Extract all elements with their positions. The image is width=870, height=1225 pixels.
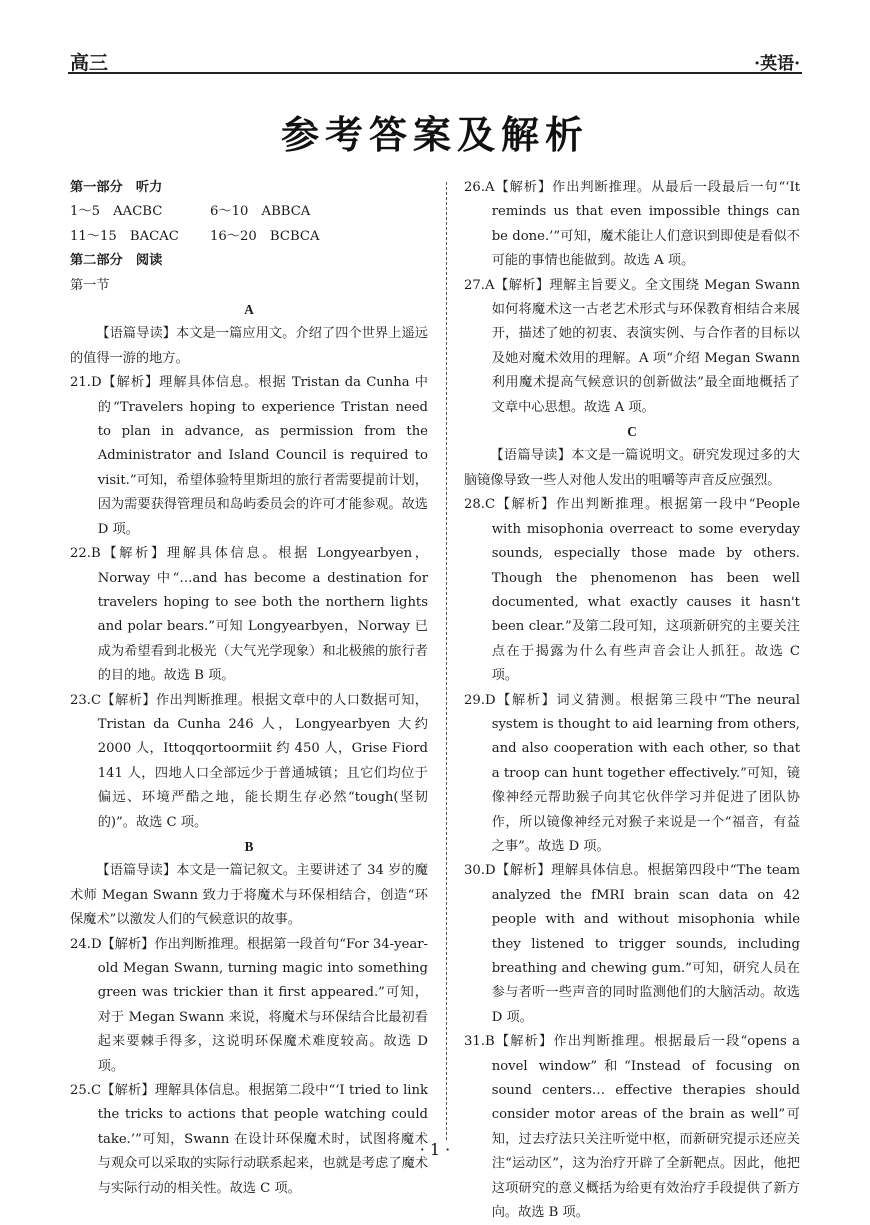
answer-range: 11～15 BACAC [70,228,179,244]
passage-b-intro: 【语篇导读】本文是一篇记叙文。主要讲述了 34 岁的魔术师 Megan Swann 致力于将魔术与环保相结合，创造“环保魔术”以激发人们的气候意识的故事。 [70,863,428,928]
answer-24: 24.D【解析】作出判断推理。根据第一段首句“For 34-year-old Megan Swann, turning magic into something green was trickier than it first appeared.”可知，对于 Megan Swann 来说，将魔术与环保结合比最初看起来要棘手得多，这说明环保魔术难度较高。故选 D 项。 [70,936,428,1074]
left-column [70,176,428,1201]
answer-22: 22.B【解析】理解具体信息。根据 Longyearbyen，Norway 中“…and has become a destination for travelers hoping to see both the northern lights and polar bears.”可知 Longyearbyen，Norway 已成为希望看到北极光（大气光学现象）和北极熊的旅行者的目的地。故选 B 项。 [70,546,428,684]
passage-c-heading: C [627,424,637,440]
subject-label: ·英语· [754,54,800,74]
part1-heading: 第一部分 听力 [70,180,163,195]
right-column [464,176,800,1225]
answer-30: 30.D【解析】理解具体信息。根据第四段中“The team analyzed the fMRI brain scan data on 42 people with and without misophonia while they listened to trigger sounds, including breathing and chewing gum.”可知，研究人员在参与者听一些声音的同时监测他们的大脑活动。故选 D 项。 [464,863,800,1025]
answer-26: 26.A【解析】作出判断推理。从最后一段最后一句“‘It reminds us that even impossible things can be done.’”可知，魔术能让人们意识到即使是看似不可能的事情也能做到。故选 A 项。 [464,180,800,269]
page-header [68,48,802,72]
header-rule [68,72,802,74]
answer-28: 28.C【解析】作出判断推理。根据第一段中“People with misophonia overreact to some everyday sounds, especially those made by others. Though the phenomenon has been well documented, what exactly causes it hasn't been clear.”及第二段可知，这项新研究的主要关注点在于揭露为什么有些声音会让人抓狂。故选 C 项。 [464,497,800,684]
column-divider [446,182,447,1140]
answer-23: 23.C【解析】作出判断推理。根据文章中的人口数据可知，Tristan da Cunha 246 人，Longyearbyen 大约 2000 人，Ittoqqortoormiit 约 450 人，Grise Fiord 141 人，四地人口全部远少于普通城镇；且它们均位于偏远、环境严酷之地，能长期生存必然“tough(坚韧的)”。故选 C 项。 [70,692,428,830]
passage-a-intro: 【语篇导读】本文是一篇应用文。介绍了四个世界上遥远的值得一游的地方。 [70,326,428,366]
answer-27: 27.A【解析】理解主旨要义。全文围绕 Megan Swann 如何将魔术这一古老艺术形式与环保教育相结合来展开，描述了她的初衷、表演实例、与合作者的目标以及她对魔术效用的理解。A 项“介绍 Megan Swann 利用魔术提高气候意识的创新做法”最全面地概括了文章中心思想。故选 A 项。 [464,277,800,415]
answer-row [70,225,428,249]
answer-29: 29.D【解析】词义猜测。根据第三段中“The neural system is thought to aid learning from others, and also cooperation with each other, so that a troop can hunt together effectively.”可知，镜像神经元帮助猴子向其它伙伴学习并促进了团队协作，所以镜像神经元对猴子来说是一个“福音，有益之事”。故选 D 项。 [464,692,800,854]
answer-21: 21.D【解析】理解具体信息。根据 Tristan da Cunha 中的“Travelers hoping to experience Tristan need to plan in advance, as permission from the Administrator and Island Council is required to visit.”可知，希望体验特里斯坦的旅行者需要提前计划，因为需要获得管理员和岛屿委员会的许可才能参观。故选 D 项。 [70,375,428,537]
answer-31: 31.B【解析】作出判断推理。根据最后一段“opens a novel window”和“Instead of focusing on sound centers… effective therapies should consider motor areas of the brain as well”可知，过去疗法只关注听觉中枢，而新研究提示还应关注“运动区”，这为治疗开辟了全新靶点。因此，他把这项研究的意义概括为给更有效治疗手段提供了新方向。故选 B 项。 [464,1034,800,1221]
section1-heading: 第一节 [70,277,110,293]
page-number: · 1 · [419,1140,451,1159]
passage-a-heading: A [244,302,254,318]
answer-range: 6～10 ABBCA [210,204,311,220]
part2-heading: 第二部分 阅读 [70,253,163,269]
answer-row [70,200,428,224]
passage-b-heading: B [244,838,254,854]
passage-c-intro: 【语篇导读】本文是一篇说明文。研究发现过多的大脑镜像导致一些人对他人发出的咀嚼等声音反应强烈。 [464,448,800,488]
answer-range: 1～5 AACBC [70,204,163,220]
answer-25: 25.C【解析】理解具体信息。根据第二段中“‘I tried to link the tricks to actions that people watching could take.’”可知，Swann 在设计环保魔术时，试图将魔术与观众可以采取的实际行动联系起来，也就是考虑了魔术与实际行动的相关性。故选 C 项。 [70,1083,428,1196]
answer-range: 16～20 BCBCA [210,228,320,244]
page-title: 参考答案及解析 [280,113,589,157]
grade-label: 高三 [70,52,109,74]
